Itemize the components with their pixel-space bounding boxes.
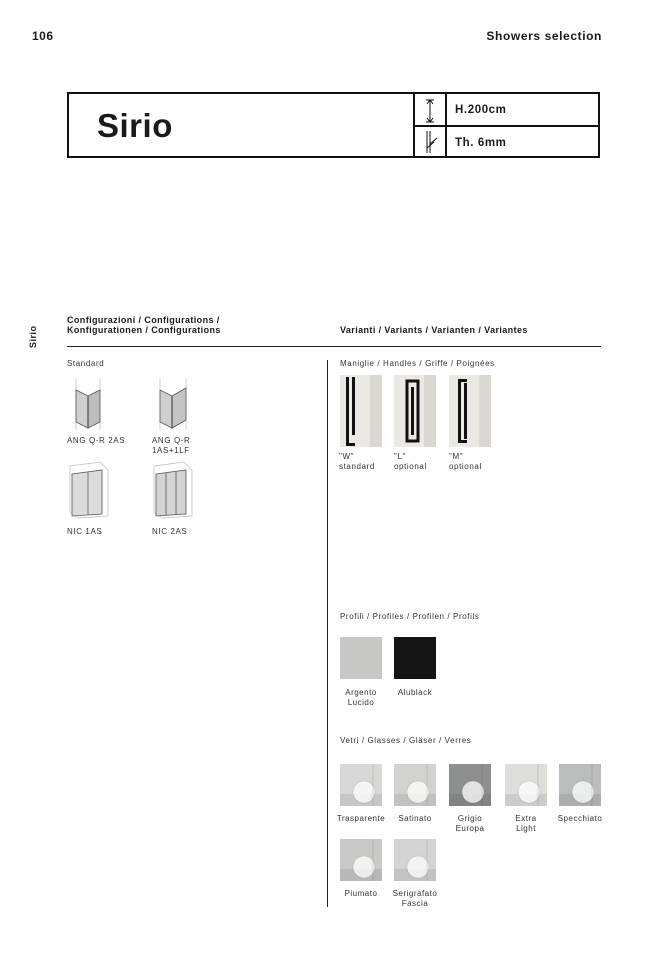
glass-caption (385, 889, 445, 909)
glass-caption-line: Fascia (401, 899, 429, 908)
config-diagram-nic-1as (66, 460, 112, 520)
glass-caption (385, 814, 445, 824)
variants-heading: Varianti / Variants / Varianten / Variantes (340, 325, 528, 335)
glass-sample-trasparente (340, 764, 382, 806)
product-title-box (67, 92, 600, 158)
glasses-title: Vetri / Glasses / Gläser / Verres (340, 736, 472, 745)
height-icon (417, 97, 443, 125)
handle-l-icon (394, 375, 436, 447)
handle-caption-line: "M" (449, 452, 464, 461)
thickness-spec: Th. 6mm (455, 137, 507, 149)
config-diagram-ang-2as (66, 376, 112, 432)
glass-sample-satinato (394, 764, 436, 806)
handle-w-icon (340, 375, 382, 447)
profile-caption (331, 688, 391, 708)
divider (413, 125, 598, 127)
section-title: Showers selection (486, 29, 602, 43)
configurations-subheading: Standard (67, 359, 105, 368)
handle-caption-line: "W" (339, 452, 355, 461)
glass-sample-piumato (340, 839, 382, 881)
side-label: Sirio (28, 325, 38, 348)
profile-swatch-argento (340, 637, 382, 679)
configurations-heading-line: Konfigurationen / Configurations (67, 325, 221, 335)
profile-caption-line: Alublack (397, 688, 433, 697)
glass-caption (496, 814, 556, 834)
glass-caption-line: Specchiato (557, 814, 603, 823)
thickness-icon (417, 128, 443, 156)
glass-sphere-icon (505, 764, 547, 806)
config-label: ANG Q-R 2AS (67, 436, 126, 445)
glass-caption (440, 814, 500, 834)
config-label (152, 436, 190, 456)
handle-m-icon (449, 375, 491, 447)
profile-caption-line: Argento (345, 688, 377, 697)
height-spec: H.200cm (455, 104, 507, 116)
product-name: Sirio (97, 107, 173, 144)
glass-caption-line: Europa (455, 824, 485, 833)
handle-caption-line: "L" (394, 452, 406, 461)
config-label: NIC 2AS (152, 527, 188, 536)
handle-caption-line: optional (394, 462, 427, 471)
configurations-heading-line: Configurazioni / Configurations / (67, 315, 220, 325)
glass-sample-extra-light (505, 764, 547, 806)
glass-sphere-icon (394, 764, 436, 806)
config-label-line: ANG Q-R (152, 436, 191, 445)
glass-sample-grigio-europa (449, 764, 491, 806)
glass-sphere-icon (340, 839, 382, 881)
glass-sample-serigrafato-fascia (394, 839, 436, 881)
handle-m-image (449, 375, 491, 447)
handle-caption (339, 452, 375, 472)
handle-w-image (340, 375, 382, 447)
configurations-heading (67, 315, 221, 335)
glass-caption-line: Grigio (457, 814, 483, 823)
profiles-title: Profili / Profiles / Profilen / Profils (340, 612, 480, 621)
profile-caption (385, 688, 445, 698)
handle-l-image (394, 375, 436, 447)
config-diagram-ang-1as1lf (150, 376, 196, 432)
glass-caption (331, 889, 391, 899)
config-label: NIC 1AS (67, 527, 103, 536)
glass-caption (550, 814, 610, 824)
page-number: 106 (32, 29, 54, 43)
config-label-line: 1AS+1LF (152, 446, 190, 455)
glass-caption-line: Piumato (344, 889, 378, 898)
glass-sample-specchiato (559, 764, 601, 806)
glass-caption-line: Satinato (398, 814, 432, 823)
profile-caption-line: Lucido (347, 698, 375, 707)
handle-caption (449, 452, 482, 472)
glass-sphere-icon (449, 764, 491, 806)
handle-caption-line: standard (339, 462, 375, 471)
column-divider (327, 360, 328, 907)
glass-sphere-icon (394, 839, 436, 881)
glass-caption-line: Trasparente (336, 814, 386, 823)
glass-caption (331, 814, 391, 824)
glass-caption-line: Extra (515, 814, 537, 823)
config-diagram-nic-2as (150, 460, 196, 520)
handle-caption-line: optional (449, 462, 482, 471)
profile-swatch-alublack (394, 637, 436, 679)
glass-caption-line: Serigrafato (392, 889, 438, 898)
glass-sphere-icon (559, 764, 601, 806)
glass-sphere-icon (340, 764, 382, 806)
handles-title: Maniglie / Handles / Griffe / Poignées (340, 359, 495, 368)
glass-caption-line: Light (516, 824, 536, 833)
handle-caption (394, 452, 427, 472)
heading-rule (67, 346, 601, 347)
